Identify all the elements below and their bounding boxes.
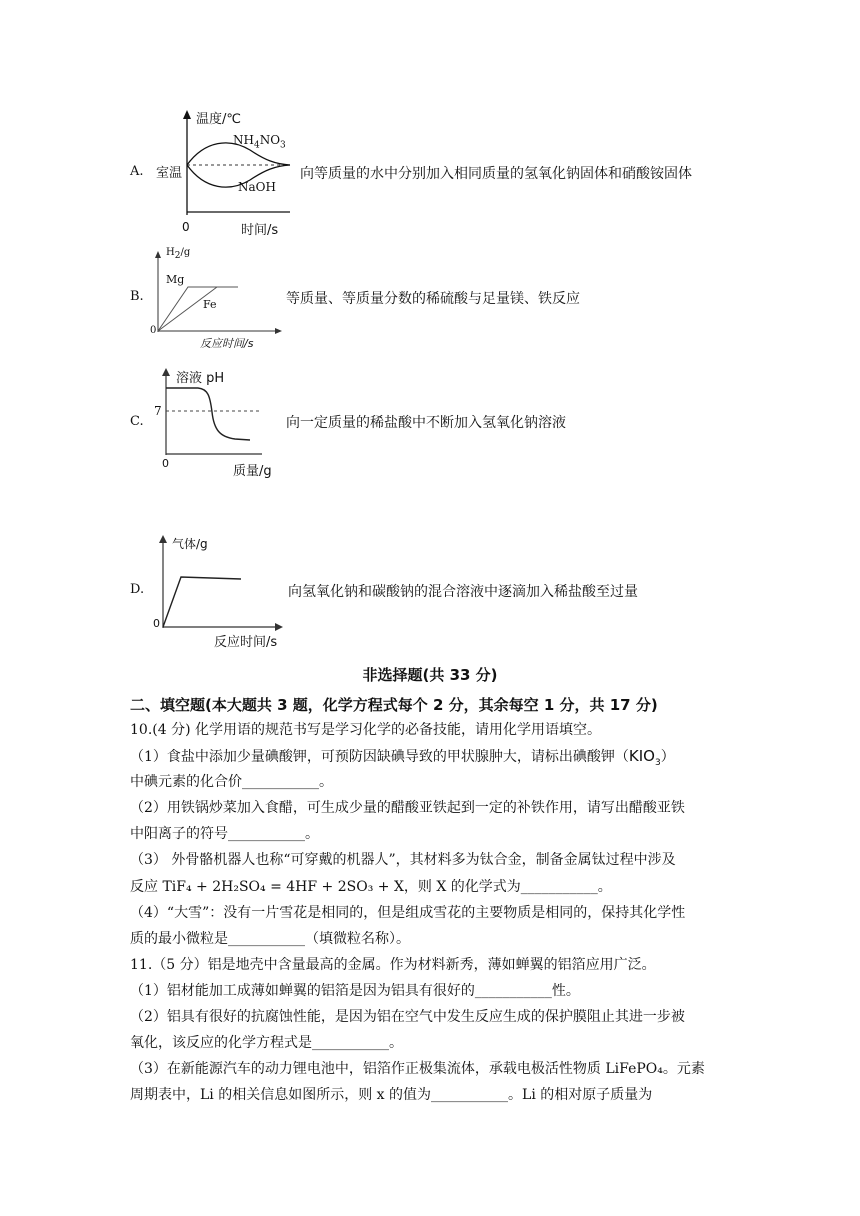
option-a-ref-label: 室温 [156,166,183,181]
option-c-letter: C. [130,414,144,429]
y-axis-arrow [159,535,167,543]
option-c-origin: 0 [162,457,169,470]
section-nonchoice-title: 非选择题(共 33 分) [362,666,498,684]
gas-line [163,577,241,627]
option-c-ref-value: 7 [154,404,162,418]
option-d-description: 向氢氧化钠和碳酸钠的混合溶液中逐滴加入稀盐酸至过量 [288,584,638,600]
option-d-origin: 0 [153,617,160,630]
option-b-y-label: $H_2/g$ [166,247,191,261]
q11-part1: （1）铝材能加工成薄如蝉翼的铝箔是因为铝具有很好的___________性。 [130,983,580,999]
option-c-x-label: 质量/g [233,464,272,479]
option-b-series-mg: Mg [166,273,185,286]
q10-part4-line2: 质的最小微粒是___________（填微粒名称）。 [130,931,410,947]
q11-head: 11.（5 分）铝是地壳中含量最高的金属。作为材料新秀，薄如蝉翼的铝箔应用广泛。 [130,957,656,973]
q10-part1-line2: 中碘元素的化合价___________。 [130,774,333,790]
option-b-origin: 0 [150,325,157,336]
q10-part2-line2: 中阳离子的符号___________。 [130,826,319,842]
option-c-description: 向一定质量的稀盐酸中不断加入氢氧化钠溶液 [286,415,566,431]
option-a-bottom-curve-label: NaOH [238,180,276,194]
option-b-x-label: 反应时间/s [200,337,254,350]
option-d-x-label: 反应时间/s [214,635,278,650]
option-d-y-label: 气体/g [172,537,208,551]
option-a-x-label: 时间/s [241,223,279,238]
q11-part2-line2: 氧化，该反应的化学方程式是___________。 [130,1035,403,1051]
kio3-formula: $KIO_3$ [628,747,661,768]
q10-part1-line1: （1）食盐中添加少量碘酸钾，可预防因缺碘导致的甲状腺肿大，请标出碘酸钾$(KIO_3)$ [130,747,675,768]
option-a-description: 向等质量的水中分别加入相同质量的氢氧化钠固体和硝酸铵固体 [300,166,692,182]
x-axis-arrow [275,623,283,631]
q10-part2-line1: （2）用铁锅炒菜加入食醋，可生成少量的醋酸亚铁起到一定的补铁作用，请写出醋酸亚铁 [130,800,685,816]
q10-part4-line1: （4）“大雪”：没有一片雪花是相同的，但是组成雪花的主要物质是相同的，保持其化学性 [130,905,686,921]
option-a-top-curve-label: $NH_4NO_3$ [233,133,286,151]
option-a-letter: A. [130,164,144,179]
q11-part2-line1: （2）铝具有很好的抗腐蚀性能，是因为铝在空气中发生反应生成的保护膜阻止其进一步被 [130,1009,685,1025]
q10-part3-line1: （3） 外骨骼机器人也称“可穿戴的机器人”，其材料多为钛合金，制备金属钛过程中涉及 [130,852,676,868]
option-b-description: 等质量、等质量分数的稀硫酸与足量镁、铁反应 [286,291,580,307]
q10-head: 10.(4 分) 化学用语的规范书写是学习化学的必备技能，请用化学用语填空。 [130,722,601,738]
option-c-y-label: 溶液 pH [176,371,225,386]
option-b-letter: B. [130,289,144,304]
section-two-title: 二、填空题(本大题共 3 题，化学方程式每个 2 分，其余每空 1 分，共 17 分) [130,696,658,714]
q11-part3-line2: 周期表中，Li 的相关信息如图所示，则 x 的值为___________。Li 的相对原子质量为 [130,1087,653,1103]
q11-part3-line1: （3）在新能源汽车的动力锂电池中，铝箔作正极集流体，承载电极活性物质 LiFePO₄。元素 [130,1061,705,1077]
option-b-series-fe: Fe [203,298,217,311]
option-a-origin: 0 [182,220,190,234]
q10-part3-line2: 反应 TiF₄ + 2H₂SO₄ = 4HF + 2SO₃ + X，则 X 的化学式为___________。 [130,879,612,895]
option-d-letter: D. [130,582,145,597]
option-a-y-label: 温度/℃ [196,112,241,127]
reaction-equation: TiF₄ + 2H₂SO₄ = 4HF + 2SO₃ + X [162,879,404,895]
